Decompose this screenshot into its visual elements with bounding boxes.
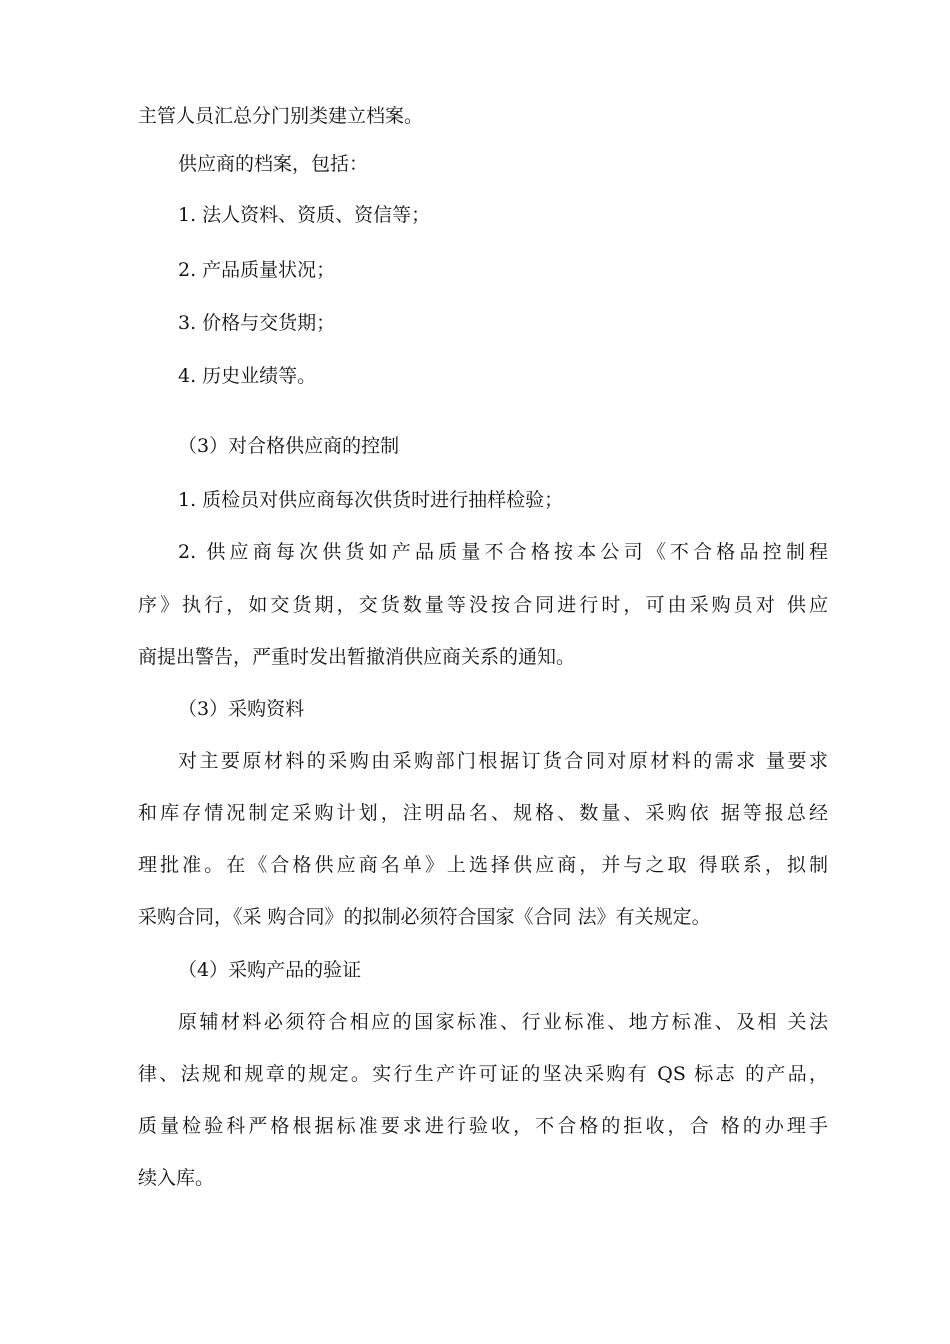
paragraph-line: 和库存情况制定采购计划，注明品名、规格、数量、采购依 据等报总经 (138, 802, 828, 824)
paragraph-line: 质量检验科严格根据标准要求进行验收，不合格的拒收，合 格的办理手 (138, 1115, 828, 1137)
paragraph-line: 序》执行，如交货期，交货数量等没按合同进行时，可由采购员对 供应 (138, 594, 828, 616)
paragraph-line: 2. 供应商每次供货如产品质量不合格按本公司《不合格品控制程 (178, 541, 828, 563)
paragraph-line: 采购合同，《采 购合同》的拟制必须符合国家《合同 法》有关规定。 (138, 906, 711, 928)
list-item: 2. 产品质量状况； (178, 259, 336, 281)
list-item: 1. 法人资料、资质、资信等； (178, 204, 431, 226)
list-item: 4. 历史业绩等。 (178, 365, 317, 387)
paragraph-line: 主管人员汇总分门别类建立档案。 (138, 105, 424, 127)
section-heading: （3）对合格供应商的控制 (178, 435, 400, 457)
section-heading: （4）采购产品的验证 (178, 959, 362, 981)
list-item: 1. 质检员对供应商每次供货时进行抽样检验； (178, 489, 564, 511)
paragraph-line: 商提出警告，严重时发出暂撤消供应商关系的通知。 (138, 646, 576, 668)
paragraph-line: 供应商的档案，包括： (178, 153, 369, 175)
paragraph-line: 续入库。 (138, 1167, 215, 1189)
paragraph-line: 对主要原材料的采购由采购部门根据订货合同对原材料的需求 量要求 (178, 750, 828, 772)
paragraph-line: 理批准。在《合格供应商名单》上选择供应商，并与之取 得联系，拟制 (138, 854, 828, 876)
paragraph-line: 律、法规和规章的规定。实行生产许可证的坚决采购有 QS 标志 的产品， (138, 1063, 828, 1085)
section-heading: （3）采购资料 (178, 698, 305, 720)
paragraph-line: 原辅材料必须符合相应的国家标准、行业标准、地方标准、及相 关法 (178, 1011, 828, 1033)
list-item: 3. 价格与交货期； (178, 312, 336, 334)
